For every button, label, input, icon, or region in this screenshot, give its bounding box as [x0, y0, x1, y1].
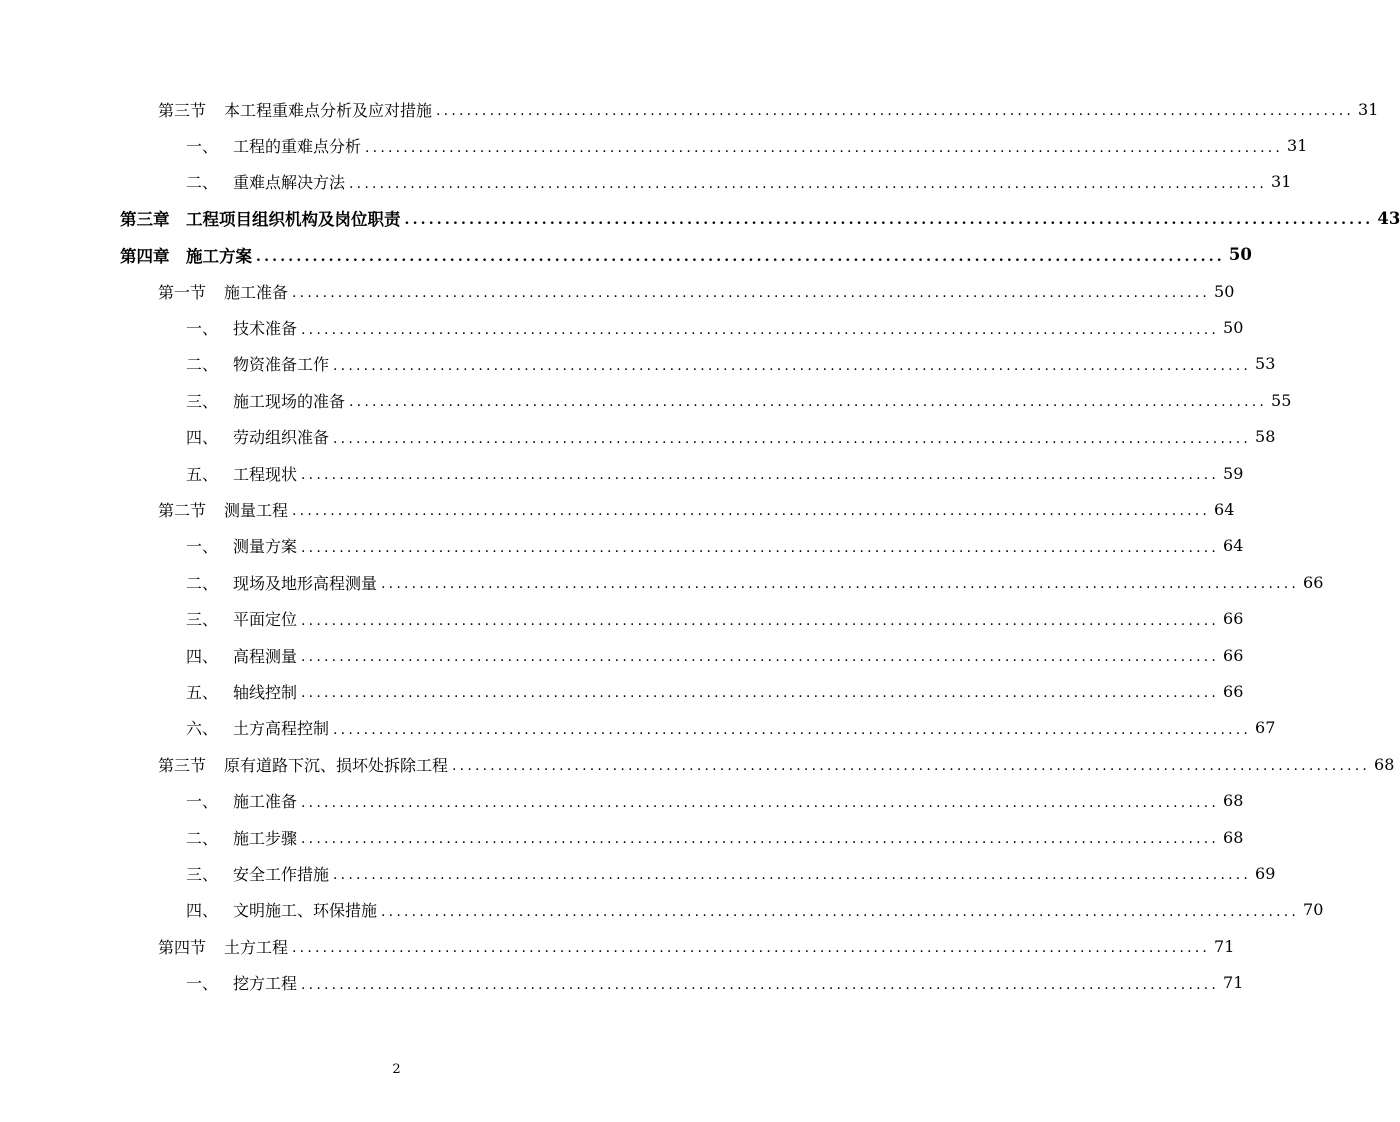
dot-leader: ........................................................................................................................: [301, 831, 1220, 847]
toc-entry-title: 土方工程: [224, 937, 289, 957]
toc-entry-page: 64: [1214, 499, 1235, 519]
toc-subsection-entry[interactable]: [0, 346, 1276, 382]
dot-leader: ........................................................................................................................: [436, 103, 1355, 120]
toc-entry-page: 67: [1255, 718, 1276, 738]
toc-subsection-entry[interactable]: [0, 382, 1292, 418]
toc-entry-page: 31: [1358, 99, 1379, 119]
toc-entry-page: 68: [1223, 791, 1244, 811]
toc-entry-title: 工程项目组织机构及岗位职责: [186, 210, 401, 230]
dot-leader: ........................................................................................................................: [333, 721, 1252, 738]
toc-entry-page: 59: [1223, 463, 1244, 483]
toc-entry-title: 本工程重难点分析及应对措施: [224, 100, 433, 120]
toc-entry-title: 测量方案: [233, 537, 298, 557]
toc-entry-number: 一、: [186, 537, 219, 557]
toc-section-entry[interactable]: [0, 491, 1235, 527]
toc-subsection-entry[interactable]: [0, 819, 1244, 855]
toc-entry-number: 一、: [186, 792, 219, 812]
dot-leader: ........................................................................................................................: [301, 467, 1220, 484]
toc-entry-page: 66: [1223, 645, 1244, 665]
toc-entry-number: 第四章: [120, 246, 170, 266]
toc-entry-title: 施工现场的准备: [233, 391, 346, 411]
toc-subsection-entry[interactable]: [0, 964, 1244, 1000]
dot-leader: ........................................................................................................................: [365, 139, 1284, 156]
toc-entry-title: 轴线控制: [233, 682, 298, 702]
toc-entry-number: 第四节: [158, 937, 207, 957]
toc-entry-number: 一、: [186, 319, 219, 339]
toc-entry-number: 五、: [186, 682, 219, 702]
toc-entry-page: 58: [1255, 427, 1276, 447]
toc-entry-title: 安全工作措施: [233, 864, 330, 884]
dot-leader: ........................................................................................................................: [381, 903, 1300, 920]
toc-entry-page: 68: [1223, 827, 1244, 847]
toc-entry-number: 四、: [186, 428, 219, 448]
toc-entry-title: 工程现状: [233, 464, 298, 484]
dot-leader: ........................................................................................................................: [301, 685, 1220, 702]
toc-subsection-entry[interactable]: [0, 455, 1244, 491]
toc-subsection-entry[interactable]: [0, 309, 1244, 345]
toc-subsection-entry[interactable]: [0, 673, 1244, 709]
toc-entry-title: 施工准备: [233, 792, 298, 812]
dot-leader: ........................................................................................................................: [404, 212, 1374, 229]
toc-entry-page: 70: [1303, 900, 1324, 920]
dot-leader: ........................................................................................................................: [301, 612, 1220, 629]
toc-entry-number: 四、: [186, 646, 219, 666]
toc-entry-title: 重难点解决方法: [233, 173, 346, 193]
toc-entry-number: 三、: [186, 610, 219, 630]
toc-entry-number: 三、: [186, 391, 219, 411]
toc-entry-number: 第三章: [120, 210, 170, 230]
dot-leader: ........................................................................................................................: [301, 794, 1220, 811]
toc-entry-page: 69: [1255, 863, 1276, 883]
toc-entry-number: 六、: [186, 719, 219, 739]
dot-leader: ........................................................................................................................: [292, 285, 1211, 302]
toc-entry-page: 31: [1287, 136, 1308, 156]
toc-entry-title: 工程的重难点分析: [233, 137, 362, 157]
dot-leader: ........................................................................................................................: [333, 357, 1252, 374]
toc-entry-title: 施工准备: [224, 282, 289, 302]
toc-entry-page: 50: [1228, 245, 1252, 265]
dot-leader: ........................................................................................................................: [349, 175, 1268, 192]
toc-entry-page: 31: [1271, 172, 1292, 192]
toc-entry-title: 平面定位: [233, 610, 298, 630]
toc-entry-title: 施工步骤: [233, 828, 298, 848]
dot-leader: ........................................................................................................................: [301, 649, 1220, 666]
toc-subsection-entry[interactable]: [0, 600, 1244, 636]
toc-subsection-entry[interactable]: [0, 892, 1324, 928]
toc-entry-title: 土方高程控制: [233, 719, 330, 739]
toc-entry-title: 劳动组织准备: [233, 428, 330, 448]
dot-leader: ........................................................................................................................: [349, 394, 1268, 411]
toc-entry-number: 第三节: [158, 755, 207, 775]
dot-leader: ........................................................................................................................: [256, 248, 1225, 265]
toc-entry-title: 现场及地形高程测量: [233, 573, 378, 593]
toc-subsection-entry[interactable]: [0, 710, 1276, 746]
toc-entry-number: 四、: [186, 901, 219, 921]
toc-entry-page: 55: [1271, 390, 1292, 410]
toc-entry-number: 五、: [186, 464, 219, 484]
toc-entry-number: 二、: [186, 173, 219, 193]
toc-entry-number: 第三节: [158, 100, 207, 120]
toc-entry-page: 50: [1214, 281, 1235, 301]
toc-entry-number: 第二节: [158, 500, 207, 520]
toc-subsection-entry[interactable]: [0, 782, 1244, 818]
toc-section-entry[interactable]: [0, 91, 1379, 127]
toc-entry-number: 二、: [186, 828, 219, 848]
toc-entry-number: 二、: [186, 573, 219, 593]
toc-entry-page: 66: [1223, 609, 1244, 629]
toc-entry-number: 第一节: [158, 282, 207, 302]
toc-entry-title: 高程测量: [233, 646, 298, 666]
toc-entry-number: 一、: [186, 137, 219, 157]
toc-chapter-entry[interactable]: [0, 200, 1400, 236]
toc-section-entry[interactable]: [0, 746, 1395, 782]
toc-entry-page: 71: [1223, 973, 1244, 993]
toc-entry-page: 66: [1303, 572, 1324, 592]
dot-leader: ........................................................................................................................: [292, 503, 1211, 520]
dot-leader: ........................................................................................................................: [301, 976, 1220, 993]
toc-entry-number: 三、: [186, 864, 219, 884]
dot-leader: ........................................................................................................................: [301, 539, 1220, 556]
dot-leader: ........................................................................................................................: [333, 430, 1252, 447]
toc-entry-title: 施工方案: [186, 246, 252, 266]
toc-entry-title: 技术准备: [233, 319, 298, 339]
toc-chapter-entry[interactable]: [0, 237, 1252, 273]
dot-leader: ........................................................................................................................: [292, 940, 1211, 957]
toc-section-entry[interactable]: [0, 928, 1235, 964]
toc-entry-page: 66: [1223, 681, 1244, 701]
toc-entry-page: 53: [1255, 354, 1276, 374]
toc-entry-number: 一、: [186, 974, 219, 994]
toc-subsection-entry[interactable]: [0, 564, 1324, 600]
dot-leader: ........................................................................................................................: [452, 758, 1371, 775]
toc-entry-page: 64: [1223, 536, 1244, 556]
toc-subsection-entry[interactable]: [0, 127, 1308, 163]
dot-leader: ........................................................................................................................: [381, 576, 1300, 593]
toc-entry-page: 68: [1374, 754, 1395, 774]
toc-subsection-entry[interactable]: [0, 637, 1244, 673]
toc-entry-page: 50: [1223, 318, 1244, 338]
toc-entry-title: 物资准备工作: [233, 355, 330, 375]
toc-entry-title: 测量工程: [224, 500, 289, 520]
toc-entry-title: 挖方工程: [233, 974, 298, 994]
toc-entry-title: 原有道路下沉、损坏处拆除工程: [224, 755, 449, 775]
toc-subsection-entry[interactable]: [0, 164, 1292, 200]
dot-leader: ........................................................................................................................: [301, 321, 1220, 338]
toc-entry-number: 二、: [186, 355, 219, 375]
toc-subsection-entry[interactable]: [0, 528, 1244, 564]
toc-entry-page: 71: [1214, 936, 1235, 956]
dot-leader: ........................................................................................................................: [333, 867, 1252, 884]
toc-subsection-entry[interactable]: [0, 855, 1276, 891]
toc-section-entry[interactable]: [0, 273, 1235, 309]
toc-entry-title: 文明施工、环保措施: [233, 901, 378, 921]
toc-subsection-entry[interactable]: [0, 419, 1276, 455]
table-of-contents: [0, 91, 1400, 1001]
toc-entry-page: 43: [1377, 208, 1400, 228]
page-number: 2: [392, 1062, 401, 1077]
